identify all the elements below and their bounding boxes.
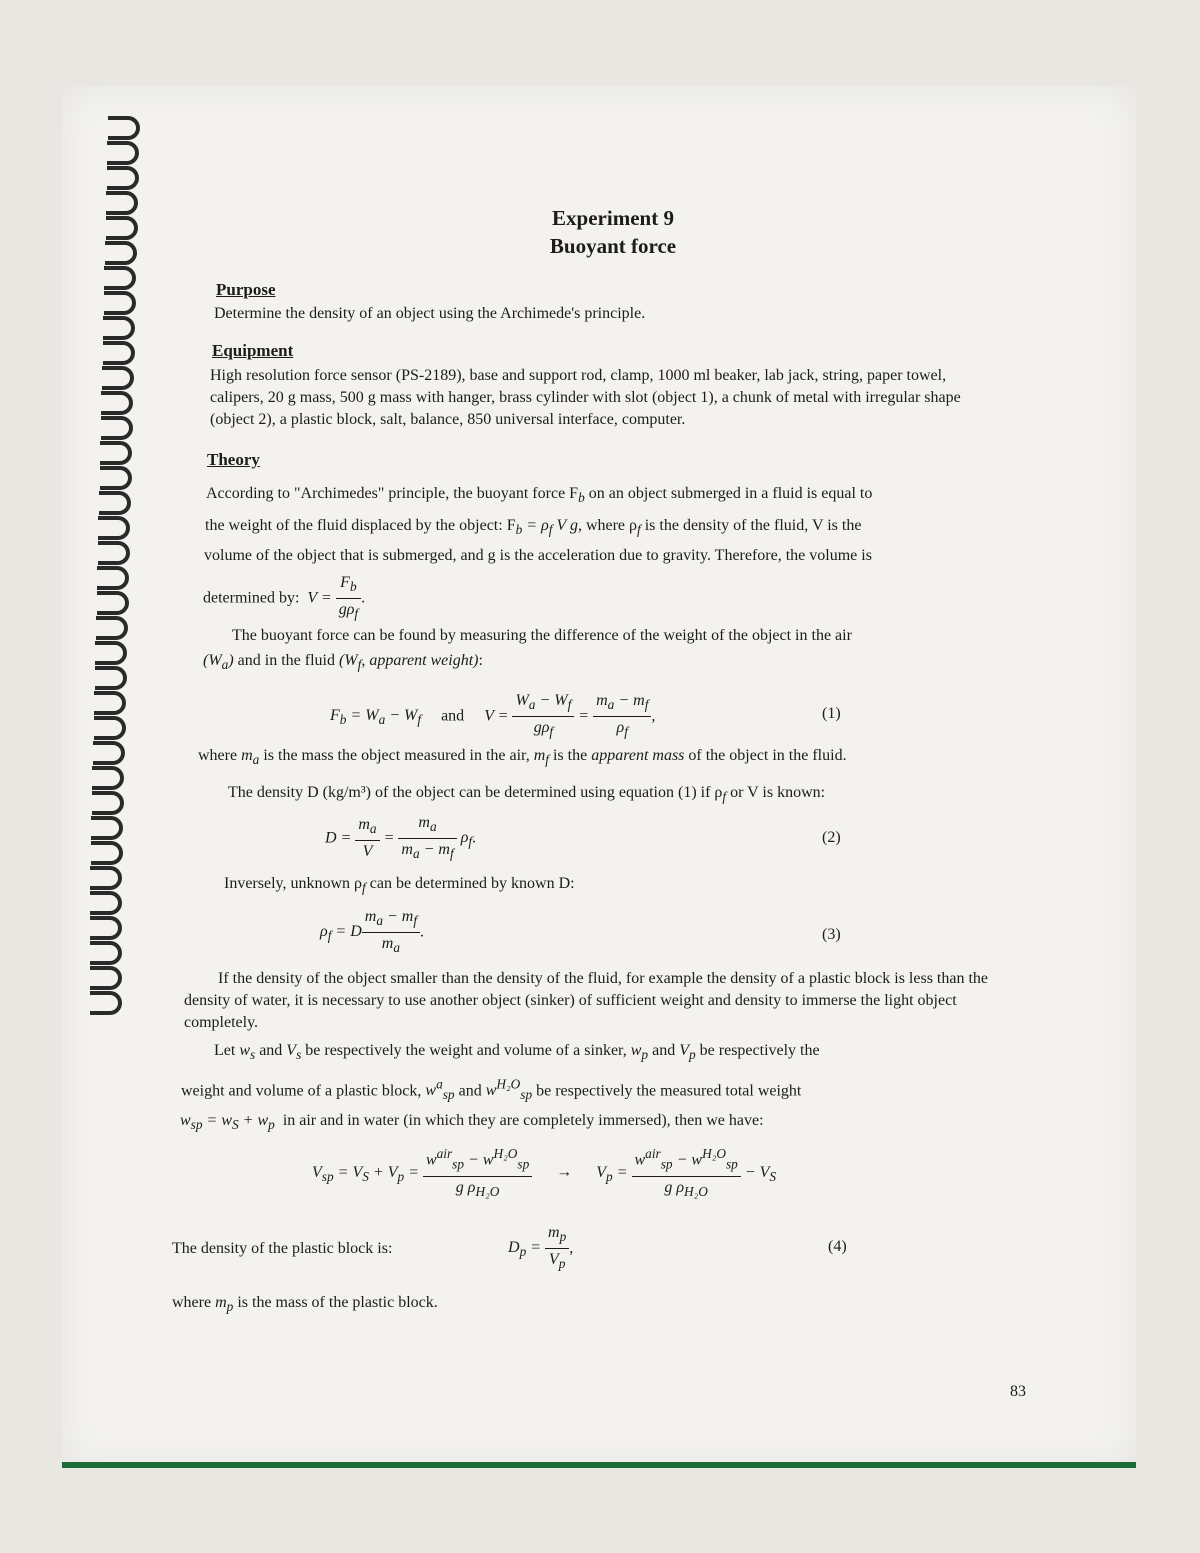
equation-1-number: (1) (822, 705, 841, 722)
purpose-heading: Purpose (216, 280, 276, 299)
equipment-heading: Equipment (212, 341, 294, 360)
where-final: where $m_p$ is the mass of the plastic block. (172, 1294, 438, 1315)
equation-2-number: (2) (822, 829, 841, 846)
theory-line-3: volume of the object that is submerged, and g is the acceleration due to gravity. Therefore, the volume is (204, 547, 872, 564)
volume-equation: $V_{sp} = V_S + V_p$ = $\frac{w^{air}_{sp} - w^{H_2O}_{sp}}{g \rho_{H_2O}}$ → $V_p$ = $\frac{w^{air}_{sp} - w^{H_2O}_{sp}}{g \rho_{H_2O}}$ − $V_S$ (312, 1143, 776, 1203)
theory-line-4: determined by: V = $\frac{F_b}{g\rho_f}$ . (203, 572, 365, 625)
purpose-text: Determine the density of an object using the Archimede's principle. (214, 305, 646, 322)
where-line-1: where $m_a$ is the mass the object measured in the air, $m_f$ is the apparent mass of the object in the fluid. (198, 747, 847, 768)
theory-p2-line-1: The buoyant force can be found by measuring the difference of the weight of the object in the air (232, 627, 852, 644)
experiment-number: Experiment 9 (552, 206, 674, 230)
theory-line-1: According to "Archimedes" principle, the buoyant force $F_b$ on an object submerged in a fluid is equal to (206, 485, 873, 506)
page-title: Buoyant force (549, 234, 677, 258)
volume-fraction: $\frac{F_b}{g\rho_f}$ (336, 572, 361, 625)
density-line: The density D (kg/m³) of the object can be determined using equation (1) if $\rho_f$ or V is known: (228, 784, 826, 805)
theory-heading: Theory (207, 450, 260, 469)
let-line-2: weight and volume of a plastic block, $w^a_{sp}$ and $w^{H_2O}_{sp}$ be respectively the measured total weight (181, 1077, 802, 1103)
let-line-3: $w_{sp} = w_S + w_p$ in air and in water (in which they are completely immersed), then we have: (180, 1112, 764, 1133)
equation-2: D = $\frac{m_a}{V}$ = $\frac{m_a}{m_a - m_f}$ $\rho_f$. (325, 814, 477, 862)
equation-4: $D_p$ = $\frac{m_p}{V_p}$ , (508, 1224, 574, 1272)
arrow-symbol: → (556, 1163, 573, 1181)
equation-4-number: (4) (828, 1238, 847, 1255)
equipment-text: High resolution force sensor (PS-2189), base and support rod, clamp, 1000 ml beaker, lab jack, string, paper towel, calipers, 20 g mass, 500 g mass with hanger, brass cylinder with slot (object 1), a chunk of metal with irregular shape (object 2), a plastic block, salt, balance, 850 universal interface, computer. (210, 367, 961, 428)
sinker-paragraph: If the density of the object smaller than the density of the fluid, for example the density of a plastic block is less than the density of water, it is necessary to use another object (sinker) of sufficient weight and density to immerse the light object completely. (184, 970, 989, 1031)
density-plastic-label: The density of the plastic block is: (172, 1240, 393, 1257)
let-line-1: Let $w_s$ and $V_s$ be respectively the weight and volume of a sinker, $w_p$ and $V_p$ be respectively the (214, 1042, 820, 1063)
equation-3: $\rho_f = D$ $\frac{m_a - m_f}{m_a}$ . (320, 908, 425, 956)
inversely-line: Inversely, unknown $\rho_f$ can be determined by known D: (224, 875, 575, 896)
page-number: 83 (1010, 1383, 1026, 1400)
equation-3-number: (3) (822, 926, 841, 943)
theory-line-2: the weight of the fluid displaced by the object: $F_b = \rho_f$ V g, where $\rho_f$ is the density of the fluid, V is the (205, 517, 862, 538)
theory-p2-line-2: $(W_a)$ and in the fluid ($W_f$, apparent weight): (203, 652, 483, 673)
equation-1: $F_b = W_a - W_f$ and V = $\frac{W_a - W_f}{g\rho_f}$ = $\frac{m_a - m_f}{\rho_f}$ , (330, 692, 656, 740)
